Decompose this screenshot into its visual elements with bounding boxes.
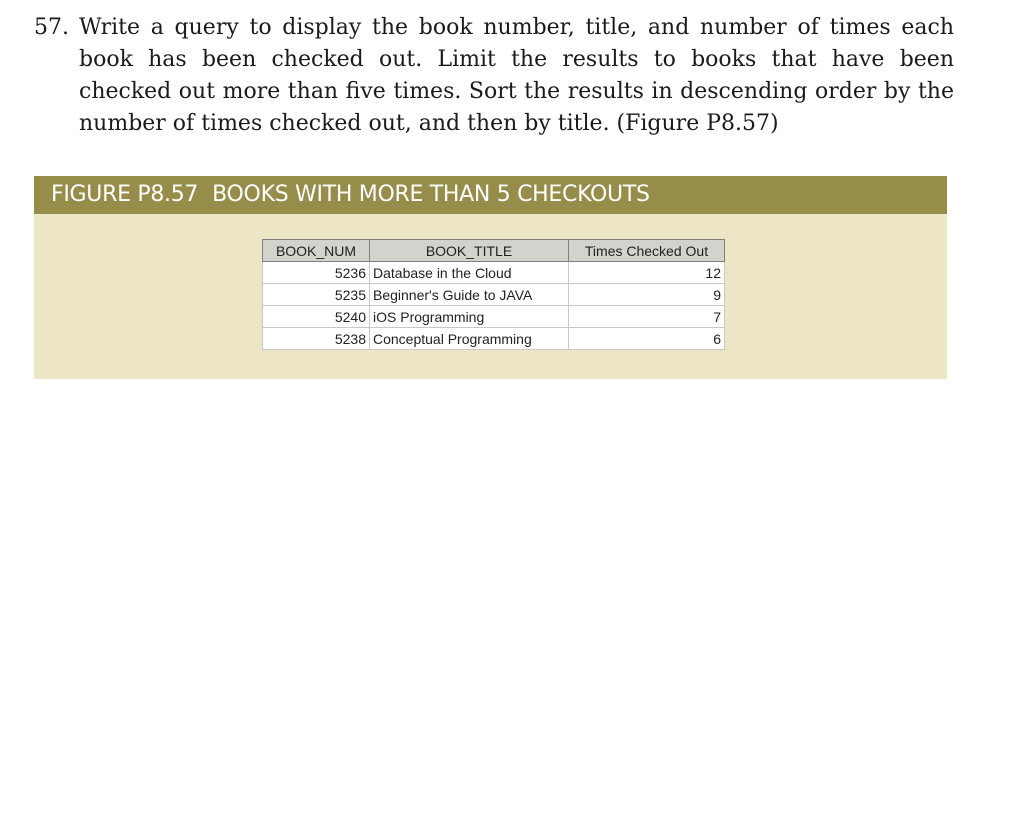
cell-book-num: 5235 [263, 284, 370, 306]
cell-book-title: Conceptual Programming [370, 328, 569, 350]
question-number: 57. [34, 15, 69, 40]
column-header-book-title: BOOK_TITLE [370, 240, 569, 262]
table-header-row [263, 240, 725, 262]
cell-book-title: iOS Programming [370, 306, 569, 328]
cell-times-checked-out: 9 [569, 284, 725, 306]
table-row [263, 306, 725, 328]
cell-book-num: 5240 [263, 306, 370, 328]
question-text: Write a query to display the book number, title, and number of times each book has been checked out. Limit the results to books that have been checked out more than five times. Sort the results in descending order by the number of times checked out, and then by title. (Figure P8.57) [79, 15, 954, 136]
cell-times-checked-out: 7 [569, 306, 725, 328]
cell-times-checked-out: 12 [569, 262, 725, 284]
table-row [263, 284, 725, 306]
table-row [263, 328, 725, 350]
cell-book-title: Beginner's Guide to JAVA [370, 284, 569, 306]
results-table [262, 239, 725, 350]
column-header-book-num: BOOK_NUM [263, 240, 370, 262]
figure-title: BOOKS WITH MORE THAN 5 CHECKOUTS [212, 182, 650, 207]
column-header-times-checked-out: Times Checked Out [569, 240, 725, 262]
cell-book-num: 5238 [263, 328, 370, 350]
cell-book-title: Database in the Cloud [370, 262, 569, 284]
table-row [263, 262, 725, 284]
figure-panel [34, 176, 947, 379]
figure-label: FIGURE P8.57 [51, 182, 199, 207]
figure-header [34, 176, 947, 214]
cell-book-num: 5236 [263, 262, 370, 284]
cell-times-checked-out: 6 [569, 328, 725, 350]
question [34, 12, 954, 140]
